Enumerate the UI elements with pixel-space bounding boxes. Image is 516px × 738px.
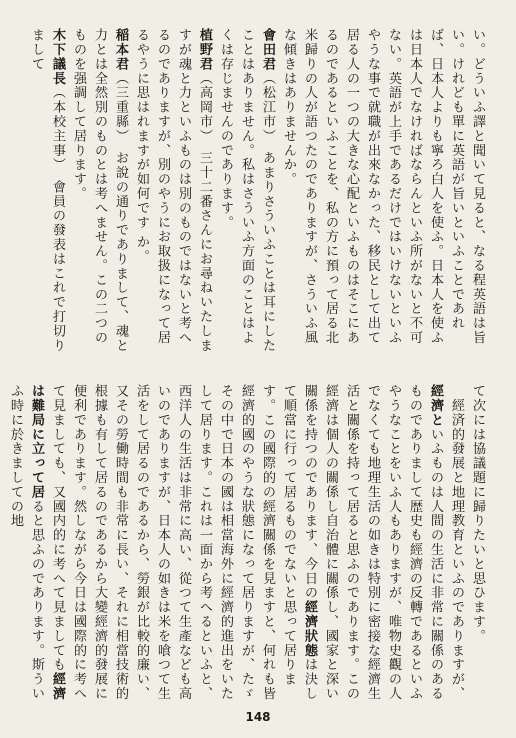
paragraph-text: ると思ふのであります。斯ういふ時に於きましての地 — [8, 384, 44, 701]
speaker-affiliation: （三重縣） — [113, 71, 128, 137]
paragraph-text: は決して順當に行って居るものでないと思って居ります。この國際的の經濟關係を見ますと、何れも皆經濟的國の — [239, 384, 317, 701]
speaker-name: 會田君 — [260, 28, 275, 72]
upper-text-block — [29, 28, 488, 354]
speaker-text: 三十二番さんにお尋ねいたしますが魂と力といふものは別のものではないと考へるのでありますが、別のやうにお取扱になって居るやうに思はれますが如何です か。 — [134, 28, 212, 353]
speaker-name: 木下議長 — [50, 28, 65, 86]
emphasis-text: 經濟は難局に立って居 — [29, 384, 65, 701]
paragraph-continuation — [278, 28, 488, 354]
body-paragraph — [5, 384, 467, 702]
speaker-text: お說の通りでありまして、魂と力とは全然別のものとは考へません。この二つのものを强調して居ります。 — [71, 28, 128, 353]
paragraph-text: やうな狀態になって居りますが、たゞその中で日本の國は相當海外に經濟的進出をいたして居ります。これは一面から考へるといふと、西洋人の生活は非常に高い、從つて生產なども高いのでありますが、日本人の如きは米を喰つて生活をして居るのであるから、勞銀が比較的廉い、又その勞働時間も非常に長い、それに相當技術的根據も有して居るのであるから大變經濟的發展に便利であります。然しながら今日は國際的に考へて見ましても、又國内的に考へて見ましても — [50, 384, 254, 701]
speaker-paragraph — [68, 28, 131, 354]
emphasis-text: 經濟と — [428, 384, 443, 428]
speaker-paragraph — [215, 28, 278, 354]
speaker-text: あまりさういふことは耳にしたことはありません。私はさういふ方面のことはよくは存じませんのであります。 — [218, 28, 275, 353]
speaker-affiliation: （本校主事） — [50, 85, 65, 166]
paragraph-text: て次には協議題に歸りたいと思ひます。 — [470, 384, 485, 644]
speaker-affiliation: （高岡市） — [197, 71, 212, 137]
page-number: 148 — [245, 710, 271, 724]
paragraph-text: いふものは人間の生活に非常に關係のあるものでありまして歴史も經濟の反轉であるといふやうなことをいふ人もありますが、唯物史觀の人でなくても地理生活の如きは特別に密接な經濟生活と關係を持って居ると思ふのであります。この經濟は個人の關係し自治體に關係し、國家と深い關係を持つのであります、今日の — [302, 384, 443, 701]
speaker-name: 植野君 — [197, 28, 212, 72]
paragraph-text: い。どういふ譯と聞いて見ると、なる程英語は旨い。けれども單に英語が旨いといふことであれば、日本人よりも寧ろ白人を使ふ。日本人を使ふは日本人でなければならんといふ所がないと不可ない。英語が上手であるだけではいけないといふやうな事で就職が出來なかった、移民として出て居る人の一つの大きな心配といふものはそこにあるのであるといふことを、私の方に預って居る北米歸りの人が語つたのでありますが、さういふ風な傾きはありませんか。 — [281, 28, 485, 345]
speaker-paragraph — [131, 28, 215, 354]
speaker-text: 會員の發表はこれで打切りまして — [29, 28, 65, 353]
speaker-name: 稲本君 — [113, 28, 128, 72]
speaker-affiliation: （松江市） — [260, 71, 275, 137]
paragraph-continuation — [467, 384, 488, 702]
lower-text-block — [8, 384, 488, 702]
emphasis-text: 經濟狀態 — [302, 600, 317, 658]
speaker-paragraph — [26, 28, 68, 354]
paragraph-text: 經済的發展と地理教育といふのでありますが、 — [449, 398, 464, 701]
